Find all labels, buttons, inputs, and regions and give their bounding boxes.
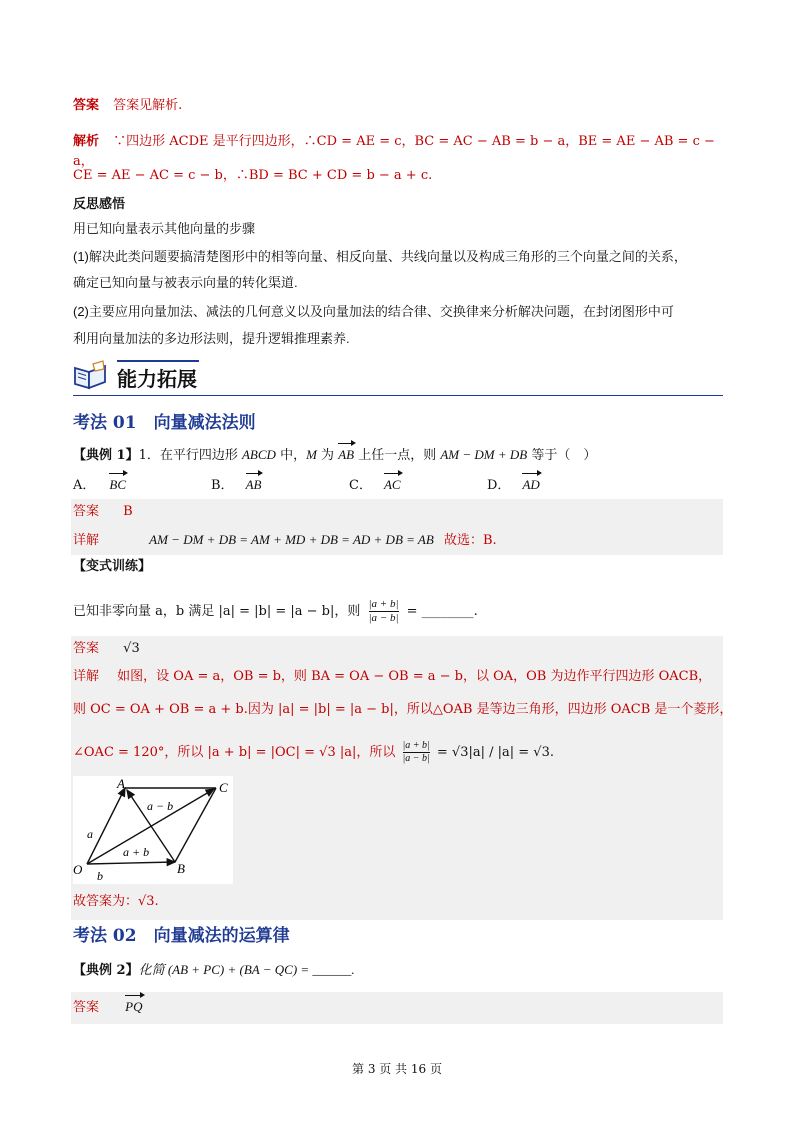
variant-detail-1 bbox=[73, 667, 711, 687]
option-b bbox=[211, 473, 261, 496]
variant-detail-3b: = √3|a| / |a| = √3. bbox=[436, 745, 554, 760]
variant-detail-3 bbox=[73, 740, 554, 765]
variant-answer-label: 答案 bbox=[73, 641, 100, 656]
variant-stem bbox=[73, 598, 478, 625]
page-footer: 第 3 页 共 16 页 bbox=[352, 1062, 442, 1076]
option-c-value: AC bbox=[384, 473, 401, 495]
option-d bbox=[487, 473, 540, 496]
example1-stem-c: 为 bbox=[316, 448, 339, 463]
example2-answer-label: 答案 bbox=[73, 1000, 100, 1015]
option-a-value: BC bbox=[109, 473, 126, 495]
variant-detail-label: 详解 bbox=[73, 669, 100, 684]
example1-stem-d: 上任一点，则 bbox=[354, 448, 441, 463]
variant-final: 故答案为：√3. bbox=[73, 894, 159, 909]
example1-m: M bbox=[306, 447, 317, 462]
variant-detail-2 bbox=[73, 700, 732, 720]
example1-stem-e: 等于（ ） bbox=[527, 448, 597, 463]
example2-text: 化简 (AB + PC) + (BA − QC) = ______. bbox=[138, 962, 355, 977]
variant-detail-2a: 则 OC = OA + OB = a + b bbox=[73, 702, 244, 717]
section-title: 能力拓展 bbox=[117, 369, 197, 391]
variant-frac-den: |a − b| bbox=[368, 612, 399, 624]
edge-ob bbox=[87, 862, 175, 864]
reflection-title: 反思感悟 bbox=[73, 196, 126, 211]
option-d-value: AD bbox=[522, 473, 539, 495]
option-a bbox=[73, 473, 126, 496]
example2-answer bbox=[73, 995, 143, 1018]
example1-detail-expr: AM − DM + DB = AM + MD + DB = AD + DB = AB bbox=[149, 532, 434, 547]
example1-stem bbox=[73, 443, 596, 466]
variant-stem-a: 已知非零向量 a，b 满足 |a| = |b| = |a − b|，则 bbox=[73, 604, 361, 619]
option-b-value: AB bbox=[246, 473, 262, 495]
vec-a: a bbox=[87, 827, 93, 841]
answer-label: 答案 bbox=[73, 98, 100, 113]
variant-answer-value: √3 bbox=[123, 641, 140, 656]
example1-answer-label: 答案 bbox=[73, 504, 100, 519]
reflection-subtitle: 用已知向量表示其他向量的步骤 bbox=[73, 221, 256, 236]
section-divider bbox=[73, 395, 723, 396]
reflection-p2a: (2)主要应用向量加法、减法的几何意义以及向量加法的结合律、交换律来分析解决问题，在封闭图形中可 bbox=[73, 304, 674, 319]
variant-detail-2b: .因为 |a| = |b| = |a − b|，所以△OAB 是等边三角形，四边形 OACB 是一个菱形， bbox=[243, 702, 733, 717]
label-o: O bbox=[73, 862, 83, 877]
example1-detail-label: 详解 bbox=[73, 533, 100, 548]
example1-tag: 【典例 1】 bbox=[73, 448, 139, 463]
label-c: C bbox=[219, 780, 228, 795]
example1-abcd: ABCD bbox=[241, 447, 276, 462]
example1-expr: AM − DM + DB bbox=[440, 447, 528, 462]
vec-a-minus-b: a − b bbox=[147, 799, 174, 813]
label-b: B bbox=[177, 861, 185, 876]
reflection-p1a: (1)解决此类问题要搞清楚图形中的相等向量、相反向量、共线向量以及构成三角形的三个向量之间的关系， bbox=[73, 249, 687, 264]
example2-stem bbox=[73, 960, 355, 981]
analysis-line-2: CE = AE − AC = c − b，∴BD = BC + CD = b − a + c. bbox=[73, 168, 433, 183]
parallelogram-figure bbox=[73, 776, 233, 884]
parallelogram-svg bbox=[73, 776, 233, 884]
section-title-overline bbox=[117, 360, 199, 362]
variant-tag: 【变式训练】 bbox=[73, 559, 152, 574]
option-a-letter: A． bbox=[73, 478, 96, 493]
analysis-label: 解析 bbox=[73, 134, 100, 149]
variant-detail-1a: 如图，设 OA = a，OB = b，则 BA = OA − OB = a − b， bbox=[117, 669, 476, 684]
variant-answer bbox=[73, 639, 140, 659]
variant-detail-1b: 以 OA，OB 为边作平行四边形 OACB， bbox=[475, 669, 712, 684]
variant-detail-3-fraction bbox=[403, 740, 430, 765]
example1-answer bbox=[73, 502, 133, 522]
variant-stem-b: = ________. bbox=[406, 604, 478, 619]
option-c-letter: C． bbox=[349, 478, 372, 493]
option-c bbox=[349, 473, 401, 496]
example1-detail-tail: 故选：B. bbox=[443, 533, 497, 548]
answer-line bbox=[73, 96, 182, 116]
option-d-letter: D． bbox=[487, 478, 511, 493]
example2-tag: 【典例 2】 bbox=[73, 963, 139, 978]
analysis-text-1: ∵四边形 ACDE 是平行四边形，∴CD = AE = c，BC = AC − AB = b − a，BE = AE − AB = c − a， bbox=[73, 134, 715, 169]
vec-a-plus-b: a + b bbox=[123, 845, 150, 859]
variant-detail-3a: ∠OAC = 120°，所以 |a + b| = |OC| = √3 |a|，所以 bbox=[73, 745, 396, 760]
example1-stem-a: 1．在平行四边形 bbox=[138, 448, 242, 463]
example1-stem-b: 中， bbox=[275, 448, 307, 463]
reflection-p1b: 确定已知向量与被表示向量的转化渠道. bbox=[73, 275, 298, 290]
reflection-p2b: 利用向量加法的多边形法则，提升逻辑推理素养. bbox=[73, 331, 350, 346]
label-a: A bbox=[117, 776, 125, 791]
book-icon bbox=[73, 360, 109, 390]
option-b-letter: B． bbox=[211, 478, 234, 493]
variant-detail-3-frac-num: |a + b| bbox=[402, 740, 430, 751]
example1-arc-ab: AB bbox=[338, 443, 354, 465]
example1-answer-value: B bbox=[123, 504, 133, 519]
vec-b: b bbox=[97, 869, 103, 883]
variant-detail-3-frac-den: |a − b| bbox=[402, 753, 430, 764]
method1-title: 考法 01 向量减法法则 bbox=[73, 413, 256, 433]
example1-detail bbox=[73, 530, 497, 551]
variant-fraction bbox=[369, 598, 399, 625]
variant-frac-num: |a + b| bbox=[368, 598, 399, 610]
answer-text: 答案见解析. bbox=[113, 98, 183, 113]
edge-bc bbox=[175, 788, 216, 862]
method2-title: 考法 02 向量减法的运算律 bbox=[73, 926, 290, 946]
example2-answer-box bbox=[71, 992, 723, 1024]
example2-answer-value: PQ bbox=[125, 995, 142, 1017]
